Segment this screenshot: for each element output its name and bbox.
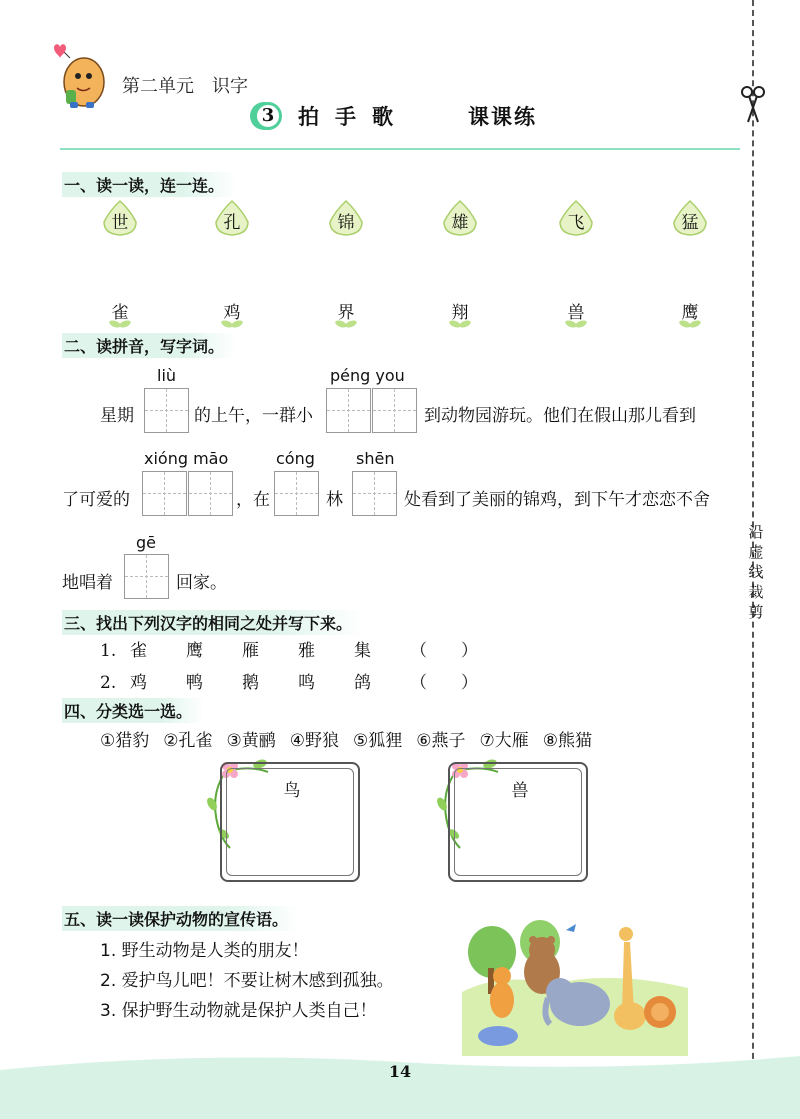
leaf-character[interactable] <box>212 200 252 236</box>
writing-box-peng[interactable] <box>326 388 371 433</box>
sprout-icon <box>108 318 132 330</box>
beast-category-box[interactable] <box>448 762 588 882</box>
leaf-character[interactable] <box>556 200 596 236</box>
sprout-character[interactable] <box>100 298 140 330</box>
sprout-icon <box>448 318 472 330</box>
writing-box-you[interactable] <box>372 388 417 433</box>
similarity-char: 鸭 <box>186 673 203 693</box>
classification-option: ①猎豹 <box>100 731 150 751</box>
writing-box-mao[interactable] <box>188 471 233 516</box>
classification-option: ④野狼 <box>289 731 339 751</box>
page-number: 14 <box>388 1062 412 1081</box>
pinyin-cong: cóng <box>276 449 315 468</box>
zoo-animals-illustration <box>462 912 688 1056</box>
cut-instruction: 沿 虚 线 裁 剪 <box>748 523 764 621</box>
section3-title: 三、找出下列汉字的相同之处并写下来。 <box>62 610 364 635</box>
sprout-character[interactable] <box>670 298 710 330</box>
sprout-character[interactable] <box>212 298 252 330</box>
pinyin-liu: liù <box>157 366 177 385</box>
writing-box-cong[interactable] <box>274 471 319 516</box>
writing-box-shen[interactable] <box>352 471 397 516</box>
text-line2-c: 林 <box>326 490 343 510</box>
sprout-icon <box>678 318 702 330</box>
leaf-character[interactable] <box>670 200 710 236</box>
classification-option: ⑥燕子 <box>416 731 466 751</box>
similarity-char: 雀 <box>130 641 147 661</box>
classification-option: ⑤狐狸 <box>353 731 403 751</box>
pinyin-shen: shēn <box>356 449 395 468</box>
similarity-char: 鸽 <box>354 673 371 693</box>
classification-option: ⑧熊猫 <box>542 731 592 751</box>
similarity-char: 雅 <box>298 641 315 661</box>
text-line2-b: ，在 <box>236 490 270 510</box>
lesson-number: 3 <box>254 102 282 130</box>
answer-blank[interactable]: （ ） <box>410 673 478 693</box>
sprout-character-text: 鹰 <box>681 303 699 323</box>
answer-blank[interactable]: （ ） <box>410 641 478 661</box>
slogan-2: 2. 爱护鸟儿吧！不要让树木感到孤独。 <box>100 971 394 991</box>
pinyin-pengyou: péng you <box>330 366 405 385</box>
sprout-icon <box>334 318 358 330</box>
similarity-char: 鸣 <box>298 673 315 693</box>
similarity-char: 鹅 <box>242 673 259 693</box>
section2-title: 二、读拼音，写字词。 <box>62 333 236 358</box>
text-line3-a: 地唱着 <box>62 573 113 593</box>
leaf-character-text: 猛 <box>681 213 699 233</box>
section1-title: 一、读一读，连一连。 <box>62 172 236 197</box>
sprout-character[interactable] <box>326 298 366 330</box>
similarity-row <box>100 668 478 693</box>
sprout-character-text: 翔 <box>451 303 469 323</box>
text-line3-b: 回家。 <box>176 573 227 593</box>
sprout-character[interactable] <box>440 298 480 330</box>
mascot-icon <box>52 44 110 110</box>
text-line2-d: 处看到了美丽的锦鸡，到下午才恋恋不舍 <box>404 490 710 510</box>
writing-box-xiong[interactable] <box>142 471 187 516</box>
leaf-character-text: 锦 <box>337 213 355 233</box>
writing-box-ge[interactable] <box>124 554 169 599</box>
leaf-character-text: 飞 <box>567 213 585 233</box>
classification-option: ②孔雀 <box>163 731 213 751</box>
classification-options <box>100 726 606 751</box>
sprout-character-text: 鸡 <box>223 303 241 323</box>
text-line1-b: 的上午，一群小 <box>194 406 313 426</box>
sprout-icon <box>564 318 588 330</box>
sprout-icon <box>220 318 244 330</box>
pinyin-xiongmao: xióng māo <box>144 449 229 468</box>
bird-category-box[interactable] <box>220 762 360 882</box>
slogan-3: 3. 保护野生动物就是保护人类自己！ <box>100 1001 377 1021</box>
writing-box-liu[interactable] <box>144 388 189 433</box>
leaf-character[interactable] <box>440 200 480 236</box>
classification-option: ⑦大雁 <box>479 731 529 751</box>
classification-option: ③黄鹂 <box>226 731 276 751</box>
unit-title: 第二单元 识字 <box>122 76 248 97</box>
text-line1-a: 星期 <box>100 406 134 426</box>
section5-title: 五、读一读保护动物的宣传语。 <box>62 906 300 931</box>
similarity-char: 鸡 <box>130 673 147 693</box>
similarity-char: 集 <box>354 641 371 661</box>
header-divider <box>60 148 740 150</box>
pinyin-ge: gē <box>136 533 156 552</box>
text-line1-c: 到动物园游玩。他们在假山那儿看到 <box>424 406 696 426</box>
lesson-title: 拍手歌 <box>298 105 409 129</box>
beast-category-label: 兽 <box>511 781 529 801</box>
section4-title: 四、分类选一选。 <box>62 698 204 723</box>
similarity-char: 鹰 <box>186 641 203 661</box>
bird-category-label: 鸟 <box>283 781 301 801</box>
leaf-character-text: 雄 <box>451 213 469 233</box>
leaf-character[interactable] <box>100 200 140 236</box>
sprout-character-text: 兽 <box>567 303 585 323</box>
row-number: 1. <box>100 641 117 661</box>
leaf-character-text: 孔 <box>223 213 241 233</box>
sprout-character[interactable] <box>556 298 596 330</box>
leaf-character-text: 世 <box>111 213 129 233</box>
text-line2-a: 了可爱的 <box>62 490 130 510</box>
slogan-1: 1. 野生动物是人类的朋友！ <box>100 941 309 961</box>
leaf-character[interactable] <box>326 200 366 236</box>
similarity-row <box>100 636 478 661</box>
similarity-char: 雁 <box>242 641 259 661</box>
scissors-icon <box>738 84 768 124</box>
sprout-character-text: 雀 <box>111 303 129 323</box>
row-number: 2. <box>100 673 117 693</box>
sprout-character-text: 界 <box>337 303 355 323</box>
lesson-subtitle: 课课练 <box>468 105 537 129</box>
